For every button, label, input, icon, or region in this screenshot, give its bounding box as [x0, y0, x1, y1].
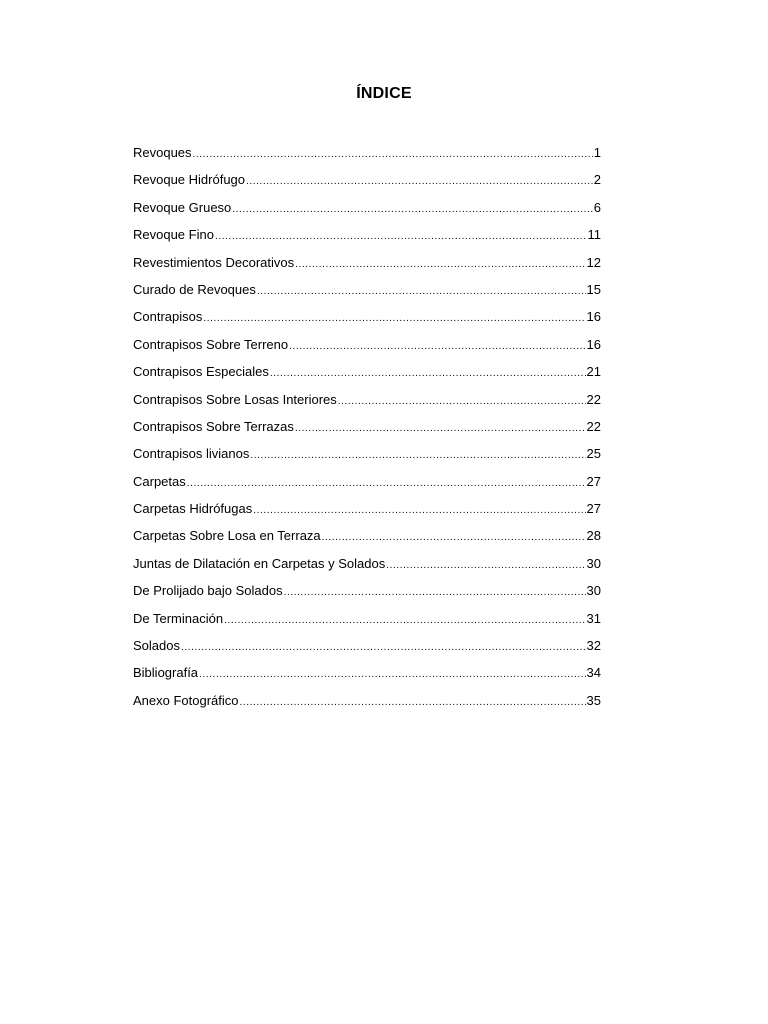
- page-title: ÍNDICE: [356, 85, 412, 102]
- toc-dot-leader: [295, 256, 585, 274]
- toc-entry-label: Contrapisos Sobre Terrazas: [133, 418, 294, 434]
- toc-entry: [133, 418, 601, 445]
- toc-entry: [133, 445, 601, 472]
- toc-entry-page: 28: [586, 528, 601, 544]
- toc-dot-leader: [338, 393, 586, 411]
- toc-entry: [133, 308, 601, 335]
- toc-dot-leader: [322, 529, 586, 547]
- toc-entry: [133, 692, 601, 719]
- toc-entry-label: Revoques: [133, 145, 192, 160]
- toc-entry-page: 31: [586, 610, 601, 626]
- toc-entry-page: 15: [586, 281, 601, 297]
- toc-entry: [133, 664, 601, 691]
- toc-entry: [133, 473, 601, 500]
- toc-entry-label: Contrapisos Sobre Losas Interiores: [133, 391, 337, 407]
- toc-entry-label: Curado de Revoques: [133, 281, 256, 297]
- toc-entry-page: 35: [586, 692, 601, 708]
- toc-entry-page: 2: [593, 172, 601, 188]
- toc-dot-leader: [199, 666, 585, 684]
- toc-entry-label: Revestimientos Decorativos: [133, 254, 295, 270]
- toc-entry-page: 16: [586, 309, 601, 325]
- toc-entry-page: 27: [586, 473, 601, 489]
- toc-entry-label: Carpetas Sobre Losa en Terraza: [133, 528, 321, 544]
- toc-entry-page: 11: [587, 227, 601, 243]
- toc-entry-label: Bibliografía: [133, 665, 199, 681]
- toc-entry-label: Contrapisos Sobre Terreno: [133, 336, 289, 352]
- toc-dot-leader: [203, 310, 585, 328]
- toc-entry-page: 27: [586, 501, 601, 517]
- toc-entry-page: 6: [593, 199, 601, 215]
- toc-dot-leader: [250, 447, 585, 465]
- toc-dot-leader: [215, 228, 587, 246]
- toc-entry: [133, 171, 601, 198]
- toc-entry-label: Revoque Fino: [133, 227, 214, 243]
- table-of-contents: [133, 144, 601, 719]
- toc-entry-page: 34: [586, 665, 601, 681]
- toc-entry-page: 25: [586, 446, 601, 462]
- toc-entry-label: De Prolijado bajo Solados: [133, 583, 283, 599]
- toc-dot-leader: [257, 283, 586, 301]
- toc-entry: [133, 637, 601, 664]
- toc-entry-label: Carpetas Hidrófugas: [133, 501, 253, 517]
- toc-dot-leader: [386, 557, 585, 575]
- toc-entry: [133, 254, 601, 281]
- toc-entry-page: 32: [586, 638, 601, 654]
- toc-dot-leader: [181, 639, 586, 657]
- toc-dot-leader: [270, 365, 586, 383]
- toc-entry-page: 1: [593, 145, 601, 160]
- toc-entry-label: Contrapisos livianos: [133, 446, 250, 462]
- toc-dot-leader: [289, 338, 585, 356]
- toc-entry: [133, 555, 601, 582]
- toc-dot-leader: [232, 201, 592, 219]
- toc-entry: [133, 582, 601, 609]
- toc-entry: [133, 336, 601, 363]
- toc-entry-page: 30: [586, 583, 601, 599]
- toc-entry: [133, 281, 601, 308]
- toc-entry-label: De Terminación: [133, 610, 224, 626]
- toc-dot-leader: [284, 584, 586, 602]
- toc-dot-leader: [187, 475, 586, 493]
- toc-entry-label: Contrapisos Especiales: [133, 364, 269, 380]
- toc-entry-label: Revoque Hidrófugo: [133, 172, 246, 188]
- toc-dot-leader: [193, 146, 593, 164]
- toc-entry: [133, 391, 601, 418]
- toc-entry: [133, 226, 601, 253]
- toc-entry-label: Anexo Fotográfico: [133, 692, 239, 708]
- toc-entry-page: 12: [586, 254, 601, 270]
- toc-entry-page: 16: [586, 336, 601, 352]
- toc-entry-page: 22: [586, 391, 601, 407]
- toc-dot-leader: [240, 694, 586, 712]
- toc-entry-label: Revoque Grueso: [133, 199, 232, 215]
- toc-dot-leader: [253, 502, 585, 520]
- toc-entry: [133, 527, 601, 554]
- toc-entry-page: 21: [586, 364, 601, 380]
- toc-entry-page: 22: [586, 418, 601, 434]
- toc-dot-leader: [246, 173, 593, 191]
- toc-entry-label: Solados: [133, 638, 180, 654]
- toc-dot-leader: [295, 420, 586, 438]
- toc-entry-page: 30: [586, 555, 601, 571]
- toc-entry: [133, 199, 601, 226]
- toc-entry-label: Carpetas: [133, 473, 186, 489]
- toc-entry: [133, 500, 601, 527]
- toc-entry-label: Contrapisos: [133, 309, 203, 325]
- toc-entry: [133, 144, 601, 171]
- toc-entry-label: Juntas de Dilatación en Carpetas y Solados: [133, 555, 386, 571]
- toc-entry: [133, 610, 601, 637]
- toc-entry: [133, 363, 601, 390]
- toc-dot-leader: [224, 612, 585, 630]
